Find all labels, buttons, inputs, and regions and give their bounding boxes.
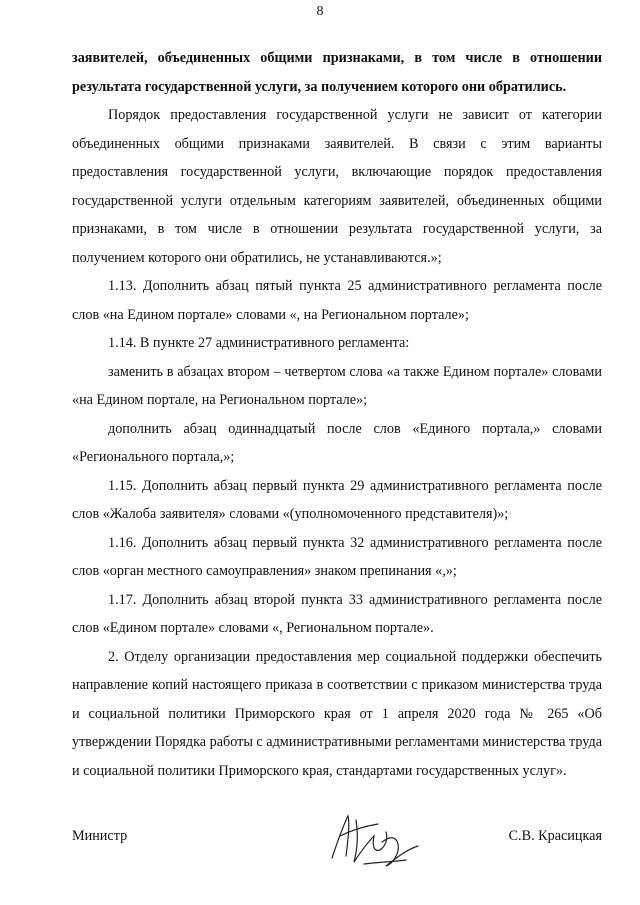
handwritten-signature [322, 806, 432, 870]
signatory-name: С.В. Красицкая [508, 828, 602, 844]
document-body [72, 44, 602, 785]
signatory-title: Министр [72, 828, 128, 844]
paragraph-1-15: 1.15. Дополнить абзац первый пункта 29 административного регламента после слов «Жалоба заявителя» словами «(уполномоченного представителя)»; [72, 477, 602, 522]
paragraph-1-14-add: дополнить абзац одиннадцатый после слов «Единого портала,» словами «Регионального портала,»; [72, 420, 602, 465]
paragraph-1-14: 1.14. В пункте 27 административного регламента: [108, 335, 410, 351]
paragraph-1-16: 1.16. Дополнить абзац первый пункта 32 административного регламента после слов «орган местного самоуправления» знаком препинания «,»; [72, 534, 602, 579]
signature-block [72, 828, 602, 868]
paragraph-1-14-replace: заменить в абзацах втором – четвертом слова «а также Едином портале» словами «на Едином портале, на Региональном портале»; [72, 363, 602, 408]
page-number: 8 [316, 4, 324, 19]
paragraph-1-13: 1.13. Дополнить абзац пятый пункта 25 административного регламента после слов «на Едином портале» словами «, на Региональном портале»; [72, 278, 602, 323]
paragraph-bold-continuation: заявителей, объединенных общими признаками, в том числе в отношении результата государственной услуги, за получением которого они обратились. [72, 50, 602, 95]
paragraph-1-17: 1.17. Дополнить абзац второй пункта 33 административного регламента после слов «Едином портале» словами «, Региональном портале». [72, 591, 602, 636]
paragraph-order-not-dependent: Порядок предоставления государственной услуги не зависит от категории объединенных общими признаками заявителей. В связи с этим варианты предоставления государственной услуги, включающие порядок предоставления государственной услуги отдельным категориям заявителей, объединенных общими признаками, в том числе в отношении результата государственной услуги, за получением которого они обратились, не устанавливаются.»; [72, 107, 602, 266]
paragraph-2: 2. Отделу организации предоставления мер социальной поддержки обеспечить направление копий настоящего приказа в соответствии с приказом министерства труда и социальной политики Приморского края от 1 апреля 2020 года № 265 «Об утверждении Порядка работы с административными регламентами министерства труда и социальной политики Приморского края, стандартами государственных услуг». [72, 648, 602, 779]
